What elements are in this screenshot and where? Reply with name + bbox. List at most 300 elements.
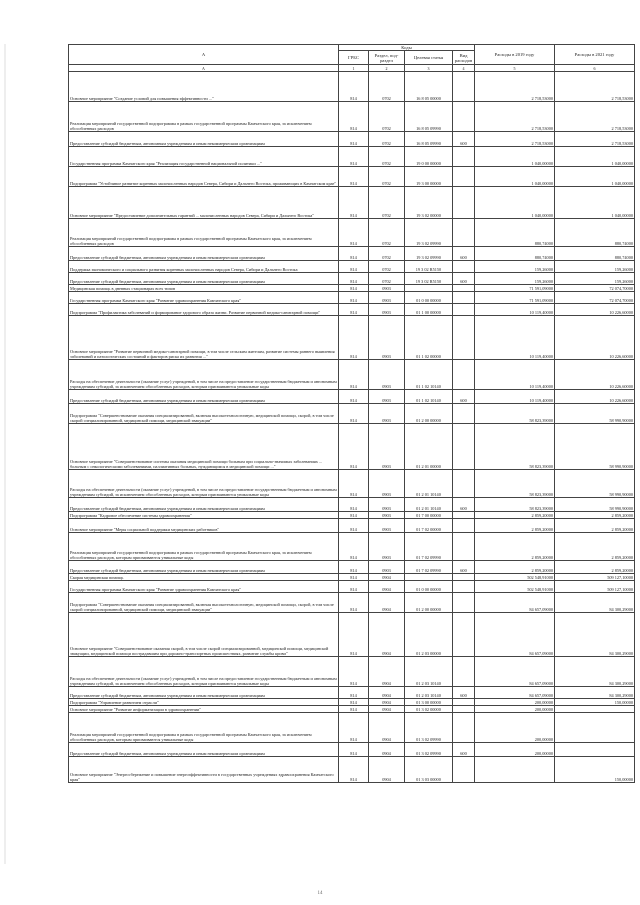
row-razdel: 0903 xyxy=(369,561,405,574)
row-sum-2021: 1 040,00000 xyxy=(555,187,635,219)
row-sum-2019: 2 718,53000 xyxy=(475,102,555,132)
table-row xyxy=(69,360,635,390)
row-sum-2021: 10 226,60000 xyxy=(555,390,635,404)
row-sum-2019: 880,74000 xyxy=(475,247,555,261)
row-sum-2019: 159,26000 xyxy=(475,273,555,285)
row-sum-2021: 159,26000 xyxy=(555,273,635,285)
row-grbs: 814 xyxy=(339,519,369,533)
table-row xyxy=(69,72,635,102)
row-razdel: 0904 xyxy=(369,574,405,581)
row-vid-rashodov xyxy=(453,147,475,167)
row-celevaya-statya: 19 3 02 R5150 xyxy=(405,273,453,285)
row-grbs: 814 xyxy=(339,285,369,292)
row-grbs: 814 xyxy=(339,147,369,167)
table-row xyxy=(69,706,635,713)
row-grbs: 814 xyxy=(339,261,369,273)
row-razdel: 0702 xyxy=(369,261,405,273)
row-razdel: 0702 xyxy=(369,167,405,187)
row-sum-2019: 58 823,39000 xyxy=(475,404,555,424)
row-sum-2019: 1 040,00000 xyxy=(475,187,555,219)
row-celevaya-statya: 01 0 00 00000 xyxy=(405,292,453,304)
row-sum-2021: 150,00000 xyxy=(555,699,635,706)
table-row xyxy=(69,404,635,424)
row-vid-rashodov xyxy=(453,102,475,132)
row-sum-2019: 200,00000 xyxy=(475,713,555,743)
table-row xyxy=(69,304,635,316)
row-razdel: 0904 xyxy=(369,713,405,743)
row-vid-rashodov xyxy=(453,657,475,687)
row-celevaya-statya: 01 1 02 00000 xyxy=(405,316,453,360)
table-row xyxy=(69,713,635,743)
row-sum-2021: 84 300,29000 xyxy=(555,657,635,687)
row-grbs: 814 xyxy=(339,360,369,390)
table-row xyxy=(69,593,635,613)
table-row xyxy=(69,757,635,783)
row-grbs: 814 xyxy=(339,743,369,757)
row-sum-2021 xyxy=(555,706,635,713)
row-razdel: 0903 xyxy=(369,316,405,360)
row-name: Предоставление субсидий бюджетным, автономным учреждениям и иным некоммерческим организациям xyxy=(69,561,339,574)
row-celevaya-statya: 01 3 02 09990 xyxy=(405,743,453,757)
row-vid-rashodov xyxy=(453,713,475,743)
table-row xyxy=(69,519,635,533)
header-sum-2021: Расходы в 2021 году xyxy=(555,45,635,65)
row-razdel: 0702 xyxy=(369,102,405,132)
row-sum-2021: 58 990,90000 xyxy=(555,470,635,498)
table-row xyxy=(69,498,635,512)
row-vid-rashodov xyxy=(453,593,475,613)
row-name: Расходы на обеспечение деятельности (оказание услуг) учреждений, в том числе на предоставление государственным бюджетным и автономным учреждениям субсидий, за исключением обособленных расходов, которым присваиваются уникальные коды xyxy=(69,360,339,390)
row-celevaya-statya: 19 0 00 00000 xyxy=(405,147,453,167)
row-sum-2021: 72 074,70000 xyxy=(555,285,635,292)
row-razdel: 0903 xyxy=(369,498,405,512)
row-sum-2021: 2 859,20000 xyxy=(555,519,635,533)
row-razdel: 0904 xyxy=(369,581,405,593)
table-row xyxy=(69,187,635,219)
row-sum-2019: 2 859,20000 xyxy=(475,519,555,533)
row-razdel: 0903 xyxy=(369,533,405,561)
row-vid-rashodov xyxy=(453,581,475,593)
row-grbs: 814 xyxy=(339,304,369,316)
row-sum-2021: 2 859,20000 xyxy=(555,512,635,519)
row-vid-rashodov: 600 xyxy=(453,743,475,757)
row-grbs: 814 xyxy=(339,699,369,706)
row-grbs: 814 xyxy=(339,292,369,304)
row-name: Основное мероприятие "Развитие первичной медико-санитарной помощи, в том числе сельским жителям, развитие системы раннего выявления заболеваний и патологических состояний и факторов риска их развития ..." xyxy=(69,316,339,360)
column-number: 1 xyxy=(339,65,369,72)
row-grbs: 814 xyxy=(339,247,369,261)
row-sum-2019: 502 548,91000 xyxy=(475,574,555,581)
row-celevaya-statya: 19 3 02 R5150 xyxy=(405,261,453,273)
row-sum-2019 xyxy=(475,757,555,783)
row-sum-2021: 509 127,10000 xyxy=(555,581,635,593)
row-name: Предоставление субсидий бюджетным, автономным учреждениям и иным некоммерческим организациям xyxy=(69,273,339,285)
table-row xyxy=(69,424,635,470)
row-vid-rashodov xyxy=(453,424,475,470)
row-sum-2019: 1 040,00000 xyxy=(475,147,555,167)
row-sum-2021: 72 074,70000 xyxy=(555,292,635,304)
row-vid-rashodov: 600 xyxy=(453,273,475,285)
row-razdel: 0903 xyxy=(369,304,405,316)
row-grbs: 814 xyxy=(339,102,369,132)
row-celevaya-statya: 16 8 05 09990 xyxy=(405,132,453,147)
row-razdel: 0702 xyxy=(369,147,405,167)
row-sum-2021: 2 859,20000 xyxy=(555,533,635,561)
row-celevaya-statya: 01 1 00 00000 xyxy=(405,304,453,316)
row-name: Предоставление субсидий бюджетным, автономным учреждениям и иным некоммерческим организациям xyxy=(69,687,339,699)
table-row xyxy=(69,561,635,574)
row-razdel: 0904 xyxy=(369,706,405,713)
row-celevaya-statya: 01 2 01 10140 xyxy=(405,470,453,498)
row-sum-2019: 200,00000 xyxy=(475,699,555,706)
row-name: Предоставление субсидий бюджетным, автономным учреждениям и иным некоммерческим организациям xyxy=(69,390,339,404)
row-celevaya-statya: 01 7 02 09990 xyxy=(405,533,453,561)
row-razdel: 0702 xyxy=(369,247,405,261)
row-sum-2021: 10 226,60000 xyxy=(555,304,635,316)
row-vid-rashodov xyxy=(453,519,475,533)
row-sum-2019: 200,00000 xyxy=(475,706,555,713)
row-sum-2019: 71 591,09000 xyxy=(475,285,555,292)
scan-edge xyxy=(4,44,6,864)
row-sum-2019: 71 591,09000 xyxy=(475,292,555,304)
row-celevaya-statya: 01 2 00 00000 xyxy=(405,593,453,613)
row-vid-rashodov xyxy=(453,285,475,292)
row-sum-2021: 10 226,60000 xyxy=(555,360,635,390)
row-razdel: 0702 xyxy=(369,72,405,102)
column-number: 4 xyxy=(453,65,475,72)
budget-table xyxy=(68,44,635,783)
row-vid-rashodov xyxy=(453,533,475,561)
row-razdel: 0903 xyxy=(369,470,405,498)
row-celevaya-statya: 01 1 02 10140 xyxy=(405,360,453,390)
row-sum-2019: 159,26000 xyxy=(475,261,555,273)
row-grbs: 814 xyxy=(339,593,369,613)
column-number: 2 xyxy=(369,65,405,72)
row-sum-2019: 10 119,40000 xyxy=(475,360,555,390)
table-row xyxy=(69,581,635,593)
row-grbs: 814 xyxy=(339,316,369,360)
row-vid-rashodov xyxy=(453,219,475,247)
header-grbs: ГРБС xyxy=(339,51,369,65)
row-razdel: 0903 xyxy=(369,519,405,533)
row-grbs: 814 xyxy=(339,470,369,498)
table-row xyxy=(69,132,635,147)
row-sum-2019: 2 859,20000 xyxy=(475,561,555,574)
row-sum-2019: 1 040,00000 xyxy=(475,167,555,187)
row-grbs: 814 xyxy=(339,561,369,574)
table-row xyxy=(69,533,635,561)
row-grbs: 814 xyxy=(339,187,369,219)
table-row xyxy=(69,219,635,247)
table-row xyxy=(69,743,635,757)
row-name: Скорая медицинская помощь xyxy=(69,574,339,581)
row-grbs: 814 xyxy=(339,613,369,657)
row-celevaya-statya: 01 2 01 10140 xyxy=(405,498,453,512)
row-razdel: 0702 xyxy=(369,187,405,219)
row-vid-rashodov: 600 xyxy=(453,132,475,147)
table-row xyxy=(69,512,635,519)
column-number: 6 xyxy=(555,65,635,72)
header-codes: Коды xyxy=(339,45,475,51)
row-sum-2021: 159,26000 xyxy=(555,261,635,273)
row-razdel: 0904 xyxy=(369,699,405,706)
row-celevaya-statya: 01 2 01 00000 xyxy=(405,424,453,470)
row-sum-2019: 84 657,09000 xyxy=(475,613,555,657)
row-grbs: 814 xyxy=(339,273,369,285)
row-celevaya-statya: 01 2 00 00000 xyxy=(405,404,453,424)
table-row xyxy=(69,613,635,657)
row-sum-2021: 2 718,53000 xyxy=(555,72,635,102)
table-row xyxy=(69,247,635,261)
row-sum-2019: 58 823,39000 xyxy=(475,424,555,470)
header-vid-rashodov: Вид расходов xyxy=(453,51,475,65)
row-sum-2019: 84 657,09000 xyxy=(475,593,555,613)
header-razdel: Раздел, под-раздел xyxy=(369,51,405,65)
header-name: А xyxy=(69,45,339,65)
row-grbs: 814 xyxy=(339,132,369,147)
row-grbs: 814 xyxy=(339,72,369,102)
row-celevaya-statya xyxy=(405,285,453,292)
row-razdel: 0903 xyxy=(369,285,405,292)
table-row xyxy=(69,574,635,581)
row-sum-2021: 509 127,10000 xyxy=(555,574,635,581)
row-sum-2019: 880,74000 xyxy=(475,219,555,247)
row-celevaya-statya: 19 3 00 00000 xyxy=(405,167,453,187)
row-sum-2021: 2 718,53000 xyxy=(555,102,635,132)
row-name: Подпрограмма "Управление развитием отрасли" xyxy=(69,699,339,706)
row-razdel: 0702 xyxy=(369,132,405,147)
row-grbs: 814 xyxy=(339,424,369,470)
row-vid-rashodov: 600 xyxy=(453,561,475,574)
table-row xyxy=(69,292,635,304)
row-name: Основное мероприятие "Меры социальной поддержки медицинских работников" xyxy=(69,519,339,533)
row-sum-2021: 84 300,29000 xyxy=(555,593,635,613)
row-name: Государственная программа Камчатского края "Развитие здравоохранения Камчатского края" xyxy=(69,292,339,304)
row-vid-rashodov: 600 xyxy=(453,498,475,512)
row-vid-rashodov: 600 xyxy=(453,687,475,699)
row-vid-rashodov xyxy=(453,512,475,519)
row-name: Подпрограмма "Совершенствование оказания специализированной, включая высокотехнологичную, медицинской помощи, скорой, в том числе скорой специализированной, медицинской помощи, медицинской эвакуации" xyxy=(69,404,339,424)
row-name: Основное мероприятие "Совершенствование системы оказания медицинской помощи больным при социально-значимых заболеваниях ... больным с онкологическими заболеваниями, паллиативных больных, нуждающимся в медицинской помощи ..." xyxy=(69,424,339,470)
row-celevaya-statya: 01 2 03 10140 xyxy=(405,657,453,687)
row-name: Предоставление субсидий бюджетным, автономным учреждениям и иным некоммерческим организациям xyxy=(69,498,339,512)
header-celevaya-statya: Целевая статья xyxy=(405,51,453,65)
row-sum-2019: 2 859,20000 xyxy=(475,533,555,561)
row-sum-2021: 84 300,29000 xyxy=(555,613,635,657)
row-name: Медицинская помощь в дневных стационарах всех типов xyxy=(69,285,339,292)
row-sum-2021 xyxy=(555,713,635,743)
row-celevaya-statya: 01 2 03 00000 xyxy=(405,613,453,657)
row-name: Реализация мероприятий государственной подпрограммы в рамках государственной программы Камчатского края, за исключением обособленных расходов xyxy=(69,219,339,247)
row-sum-2019: 10 119,40000 xyxy=(475,390,555,404)
row-sum-2019: 2 718,53000 xyxy=(475,132,555,147)
row-name: Предоставление субсидий бюджетным, автономным учреждениям и иным некоммерческим организациям xyxy=(69,743,339,757)
row-vid-rashodov xyxy=(453,360,475,390)
row-razdel: 0903 xyxy=(369,292,405,304)
row-vid-rashodov xyxy=(453,292,475,304)
row-celevaya-statya: 01 1 02 10140 xyxy=(405,390,453,404)
row-sum-2021: 880,74000 xyxy=(555,219,635,247)
row-grbs: 814 xyxy=(339,706,369,713)
row-grbs: 814 xyxy=(339,687,369,699)
row-name: Предоставление субсидий бюджетным, автономным учреждениям и иным некоммерческим организациям xyxy=(69,247,339,261)
row-name: Расходы на обеспечение деятельности (оказание услуг) учреждений, в том числе на предоставление государственным бюджетным и автономным учреждениям субсидий, за исключением обособленных расходов, которым присваиваются уникальные коды xyxy=(69,470,339,498)
table-row xyxy=(69,316,635,360)
row-razdel: 0903 xyxy=(369,424,405,470)
row-celevaya-statya: 01 3 02 00000 xyxy=(405,706,453,713)
row-name: Основное мероприятие "Предоставление дополнительных гарантий ... малочисленных народов Севера, Сибири и Дальнего Востока" xyxy=(69,187,339,219)
row-sum-2019: 502 548,91000 xyxy=(475,581,555,593)
row-celevaya-statya: 16 8 05 09990 xyxy=(405,102,453,132)
table-row xyxy=(69,273,635,285)
row-vid-rashodov xyxy=(453,316,475,360)
row-grbs: 814 xyxy=(339,498,369,512)
table-row xyxy=(69,390,635,404)
row-celevaya-statya: 19 3 02 09990 xyxy=(405,247,453,261)
row-grbs: 814 xyxy=(339,657,369,687)
row-vid-rashodov xyxy=(453,574,475,581)
row-sum-2021: 1 040,00000 xyxy=(555,147,635,167)
row-vid-rashodov: 600 xyxy=(453,247,475,261)
row-name: Предоставление субсидий бюджетным, автономным учреждениям и иным некоммерческим организациям xyxy=(69,132,339,147)
row-grbs: 814 xyxy=(339,219,369,247)
row-name: Государственная программа Камчатского края "Реализация государственной национальной политики ..." xyxy=(69,147,339,167)
row-razdel: 0903 xyxy=(369,512,405,519)
row-name: Основное мероприятие "Развитие информатизации в здравоохранении" xyxy=(69,706,339,713)
row-name: Расходы на обеспечение деятельности (оказание услуг) учреждений, в том числе на предоставление государственным бюджетным и автономным учреждениям субсидий, за исключением обособленных расходов, которым присваиваются уникальные коды xyxy=(69,657,339,687)
row-name: Реализация мероприятий государственной подпрограммы в рамках государственной программы Камчатского края, за исключением обособленных расходов, которым присваиваются уникальные коды xyxy=(69,713,339,743)
row-vid-rashodov xyxy=(453,757,475,783)
row-grbs: 814 xyxy=(339,512,369,519)
row-sum-2021: 880,74000 xyxy=(555,247,635,261)
row-celevaya-statya: 01 7 02 00000 xyxy=(405,519,453,533)
row-razdel: 0702 xyxy=(369,273,405,285)
row-sum-2021: 150,00000 xyxy=(555,757,635,783)
row-razdel: 0904 xyxy=(369,757,405,783)
header-sum-2019: Расходы в 2019 году xyxy=(475,45,555,65)
column-number: А xyxy=(69,65,339,72)
row-celevaya-statya: 01 7 00 00000 xyxy=(405,512,453,519)
row-vid-rashodov xyxy=(453,261,475,273)
column-number: 3 xyxy=(405,65,453,72)
row-razdel: 0702 xyxy=(369,219,405,247)
row-vid-rashodov xyxy=(453,706,475,713)
row-celevaya-statya: 19 3 02 09990 xyxy=(405,219,453,247)
row-name: Реализация мероприятий государственной подпрограммы в рамках государственной программы Камчатского края, за исключением обособленных расходов xyxy=(69,102,339,132)
row-vid-rashodov xyxy=(453,187,475,219)
row-name: Поддержка экономического и социального развития коренных малочисленных народов Севера, Сибири и Дальнего Востока xyxy=(69,261,339,273)
row-sum-2019: 10 119,40000 xyxy=(475,316,555,360)
row-celevaya-statya: 01 7 02 09990 xyxy=(405,561,453,574)
row-grbs: 814 xyxy=(339,757,369,783)
row-celevaya-statya: 19 3 02 00000 xyxy=(405,187,453,219)
row-sum-2021: 1 040,00000 xyxy=(555,167,635,187)
table-body xyxy=(69,72,635,783)
column-number: 5 xyxy=(475,65,555,72)
row-sum-2019: 58 823,39000 xyxy=(475,470,555,498)
row-sum-2021 xyxy=(555,743,635,757)
table-row xyxy=(69,167,635,187)
row-grbs: 814 xyxy=(339,167,369,187)
row-razdel: 0904 xyxy=(369,743,405,757)
budget-table-page xyxy=(68,44,634,783)
table-row xyxy=(69,699,635,706)
row-vid-rashodov: 600 xyxy=(453,390,475,404)
row-grbs: 814 xyxy=(339,404,369,424)
row-celevaya-statya: 01 3 02 09990 xyxy=(405,713,453,743)
row-vid-rashodov xyxy=(453,72,475,102)
row-grbs: 814 xyxy=(339,390,369,404)
row-razdel: 0903 xyxy=(369,390,405,404)
row-name: Основное мероприятие "Создание условий для повышения эффективности ..." xyxy=(69,72,339,102)
row-name: Реализация мероприятий государственной подпрограммы в рамках государственной программы Камчатского края, за исключением обособленных расходов, которым присваиваются уникальные коды xyxy=(69,533,339,561)
row-razdel: 0904 xyxy=(369,657,405,687)
row-vid-rashodov xyxy=(453,699,475,706)
row-sum-2019: 200,00000 xyxy=(475,743,555,757)
row-name: Государственная программа Камчатского края "Развитие здравоохранения Камчатского края" xyxy=(69,581,339,593)
row-celevaya-statya: 01 3 00 00000 xyxy=(405,699,453,706)
row-name: Подпрограмма "Кадровое обеспечение системы здравоохранения" xyxy=(69,512,339,519)
row-name: Основное мероприятие "Энергосбережение и повышение энергоэффективности в государственных учреждениях здравоохранения Камчатского края" xyxy=(69,757,339,783)
row-name: Подпрограмма "Профилактика заболеваний и формирование здорового образа жизни. Развитие первичной медико-санитарной помощи" xyxy=(69,304,339,316)
row-grbs: 814 xyxy=(339,533,369,561)
row-grbs: 814 xyxy=(339,574,369,581)
row-razdel: 0904 xyxy=(369,613,405,657)
row-razdel: 0904 xyxy=(369,593,405,613)
row-vid-rashodov xyxy=(453,613,475,657)
table-row xyxy=(69,687,635,699)
row-sum-2019: 10 119,40000 xyxy=(475,304,555,316)
row-grbs: 814 xyxy=(339,581,369,593)
table-row xyxy=(69,285,635,292)
row-sum-2021: 58 990,90000 xyxy=(555,498,635,512)
row-sum-2021: 84 300,29000 xyxy=(555,687,635,699)
row-vid-rashodov xyxy=(453,167,475,187)
row-sum-2021: 2 859,20000 xyxy=(555,561,635,574)
row-sum-2019: 2 859,20000 xyxy=(475,512,555,519)
row-celevaya-statya: 16 8 05 00000 xyxy=(405,72,453,102)
row-razdel: 0904 xyxy=(369,687,405,699)
row-grbs: 814 xyxy=(339,713,369,743)
table-row xyxy=(69,102,635,132)
row-sum-2019: 84 657,09000 xyxy=(475,687,555,699)
row-name: Основное мероприятие "Совершенствование оказания скорой, в том числе скорой специализированной, медицинской помощи, медицинской эвакуации, медицинской помощи пострадавшим при дорожно-транспортных происшествиях, развитие службы крови" xyxy=(69,613,339,657)
row-sum-2021: 58 990,90000 xyxy=(555,404,635,424)
row-celevaya-statya: 01 2 03 10140 xyxy=(405,687,453,699)
row-name: Подпрограмма "Совершенствование оказания специализированной, включая высокотехнологичную, медицинской помощи, скорой, в том числе скорой специализированной, медицинской помощи, медицинской эвакуации" xyxy=(69,593,339,613)
row-vid-rashodov xyxy=(453,304,475,316)
table-row xyxy=(69,261,635,273)
table-row xyxy=(69,147,635,167)
row-vid-rashodov xyxy=(453,470,475,498)
row-sum-2019: 2 718,53000 xyxy=(475,72,555,102)
page-number: 14 xyxy=(317,891,323,896)
table-row xyxy=(69,657,635,687)
row-razdel: 0903 xyxy=(369,360,405,390)
row-celevaya-statya: 01 0 00 00000 xyxy=(405,581,453,593)
row-sum-2021: 2 718,53000 xyxy=(555,132,635,147)
row-celevaya-statya: 01 3 03 00000 xyxy=(405,757,453,783)
row-name: Подпрограмма "Устойчивое развитие коренных малочисленных народов Севера, Сибири и Дальнего Востока, проживающих в Камчатском крае" xyxy=(69,167,339,187)
row-sum-2019: 84 657,09000 xyxy=(475,657,555,687)
table-row xyxy=(69,470,635,498)
row-sum-2019: 58 823,39000 xyxy=(475,498,555,512)
row-vid-rashodov xyxy=(453,404,475,424)
row-sum-2021: 10 226,60000 xyxy=(555,316,635,360)
row-sum-2021: 58 990,90000 xyxy=(555,424,635,470)
row-celevaya-statya xyxy=(405,574,453,581)
row-razdel: 0903 xyxy=(369,404,405,424)
